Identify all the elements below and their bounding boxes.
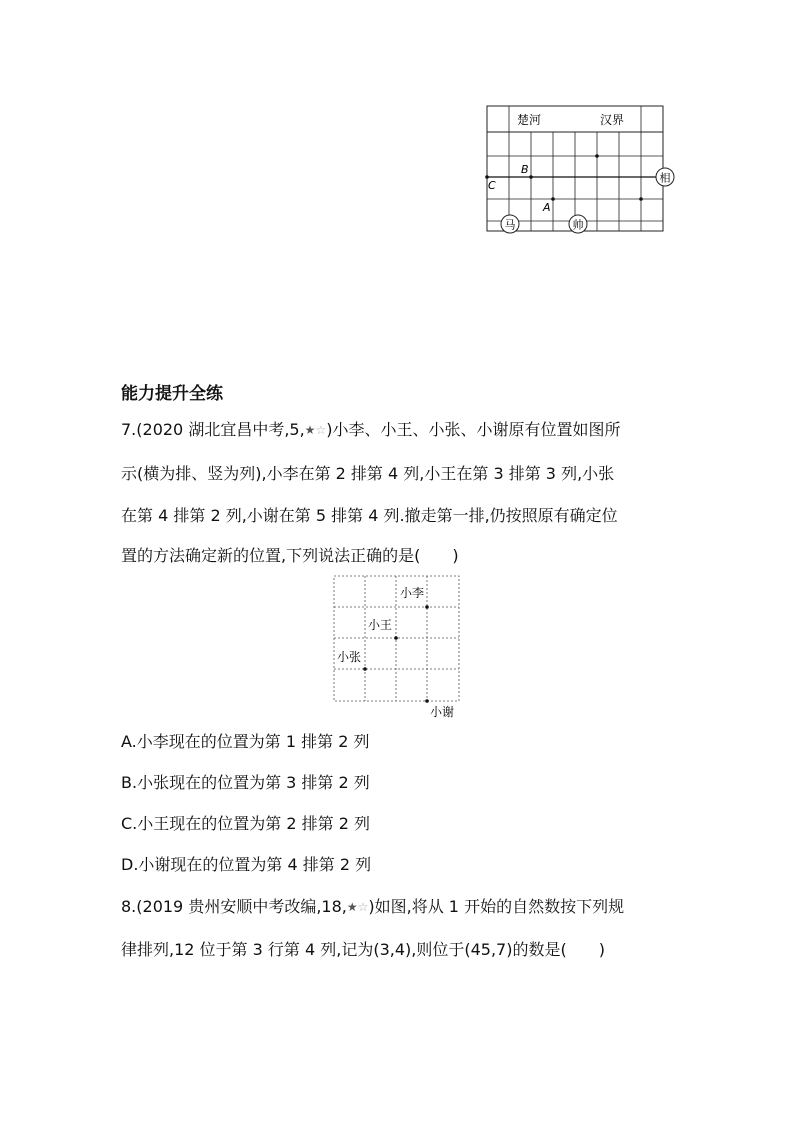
piece-xiang xyxy=(656,168,674,186)
dot-xie xyxy=(425,699,429,703)
q8-line-1 xyxy=(121,897,624,917)
q7-line-2: 示(横为排、竖为列),小李在第 2 排第 4 列,小王在第 3 排第 3 列,小张 xyxy=(121,464,615,483)
star-filled-icon: ★ xyxy=(346,900,358,914)
option-d: D.小谢现在的位置为第 4 排第 2 列 xyxy=(121,855,372,874)
svg-text:帅: 帅 xyxy=(572,218,584,232)
label-xie: 小谢 xyxy=(430,705,455,719)
q7-line-3: 在第 4 排第 2 列,小谢在第 5 排第 4 列.撤走第一排,仍按照原有确定位 xyxy=(121,506,618,525)
q8-line-2: 律排列,12 位于第 3 行第 4 列,记为(3,4),则位于(45,7)的数是( ) xyxy=(121,940,605,959)
star-filled-icon: ★ xyxy=(304,423,316,437)
label-zhang: 小张 xyxy=(337,650,362,664)
label-b: B xyxy=(521,163,529,176)
svg-text:马: 马 xyxy=(504,218,516,232)
q7-prefix: 7.(2020 湖北宜昌中考,5, xyxy=(121,420,305,439)
point-right xyxy=(639,197,643,201)
chess-board-figure xyxy=(480,100,680,240)
label-c: C xyxy=(488,179,496,192)
option-c: C.小王现在的位置为第 2 排第 2 列 xyxy=(121,814,370,833)
star-empty-icon: ☆ xyxy=(357,900,369,914)
river-left-label: 楚河 xyxy=(517,113,542,127)
point-b xyxy=(529,175,533,179)
q8-prefix: 8.(2019 贵州安顺中考改编,18, xyxy=(121,897,347,916)
option-b: B.小张现在的位置为第 3 排第 2 列 xyxy=(121,773,370,792)
option-a: A.小李现在的位置为第 1 排第 2 列 xyxy=(121,732,370,751)
svg-text:相: 相 xyxy=(659,171,671,185)
label-li: 小李 xyxy=(400,586,425,600)
q7-line-1 xyxy=(121,420,620,440)
q8-line-1-rest: )如图,将从 1 开始的自然数按下列规 xyxy=(368,897,625,916)
q7-line-1-rest: )小李、小王、小张、小谢原有位置如图所 xyxy=(326,420,621,439)
label-a: A xyxy=(543,201,551,214)
point-upper xyxy=(595,154,599,158)
section-title: 能力提升全练 xyxy=(121,384,223,404)
piece-shuai xyxy=(569,215,587,233)
dot-wang xyxy=(394,636,398,640)
seating-grid-figure xyxy=(330,572,465,720)
dot-li xyxy=(425,605,429,609)
point-a xyxy=(551,197,555,201)
river-right-label: 汉界 xyxy=(600,113,625,127)
label-wang: 小王 xyxy=(368,618,393,632)
dot-zhang xyxy=(363,667,367,671)
piece-ma xyxy=(501,215,519,233)
star-empty-icon: ☆ xyxy=(315,423,327,437)
q7-line-4: 置的方法确定新的位置,下列说法正确的是( ) xyxy=(121,546,459,565)
